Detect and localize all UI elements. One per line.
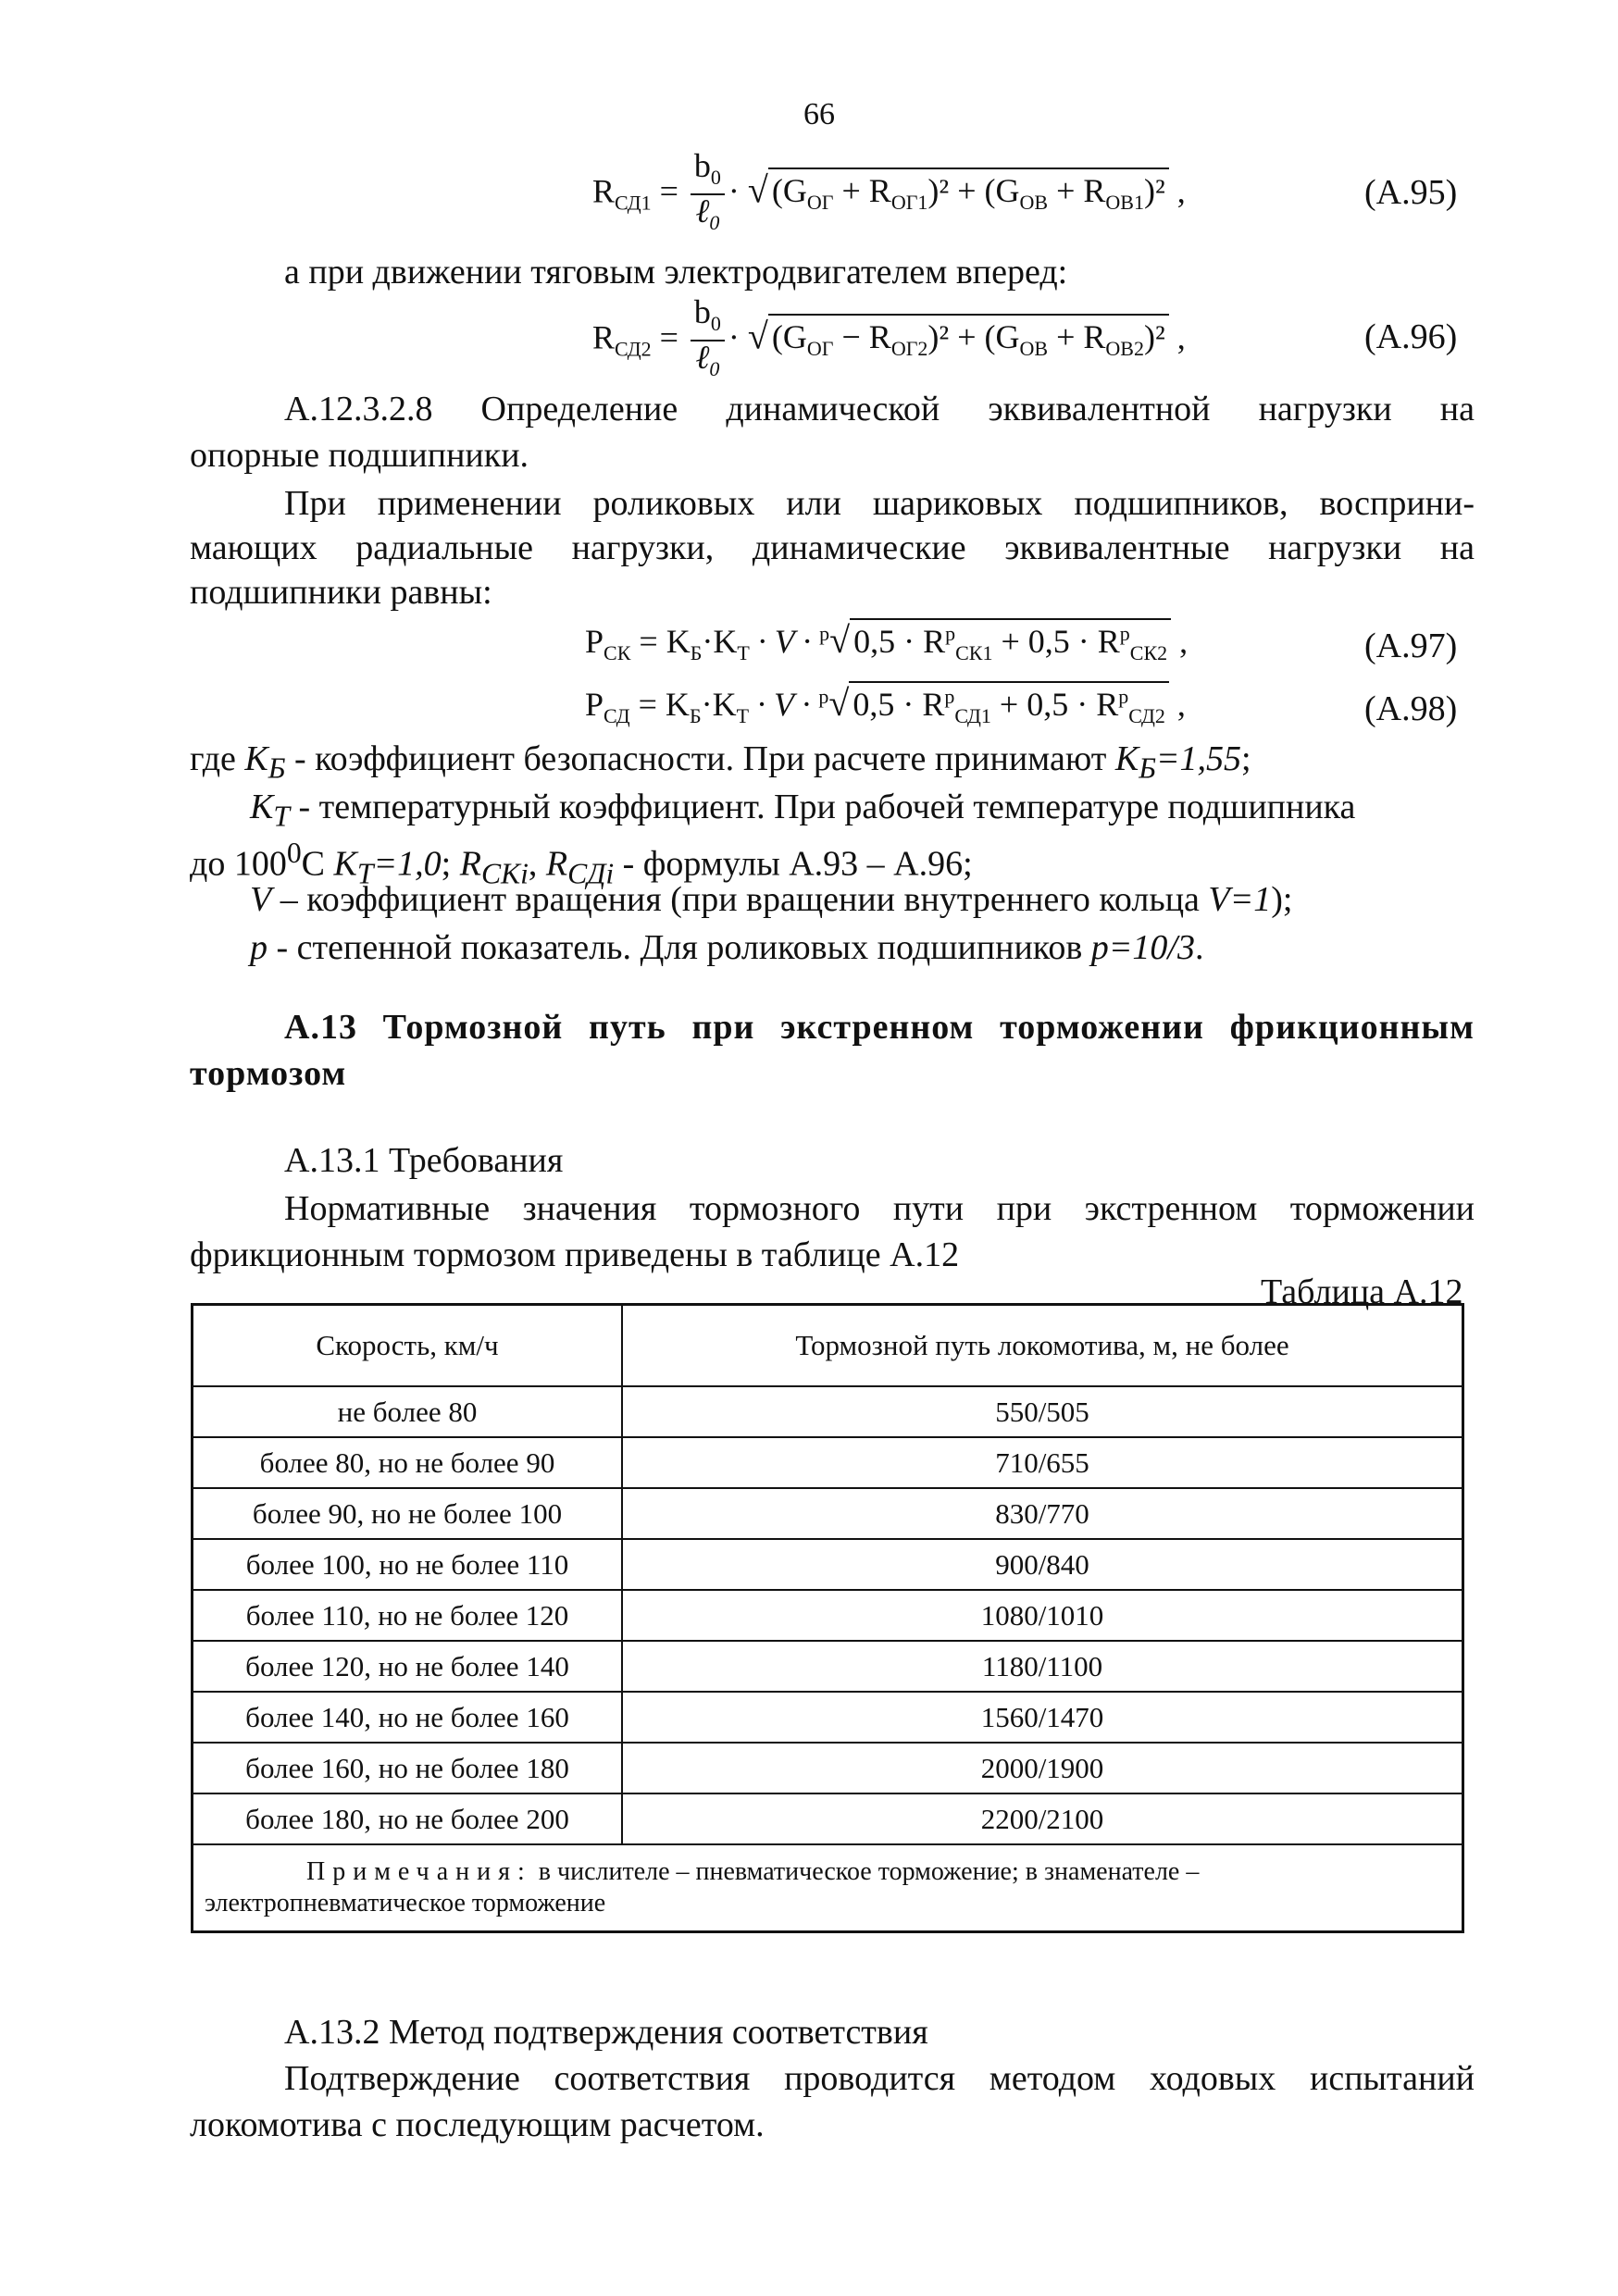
cell-speed: более 90, но не более 100 — [193, 1488, 623, 1539]
equation-number-a97: (А.97) — [1364, 627, 1458, 665]
table-row — [193, 1437, 1463, 1488]
equation-number-a95: (А.95) — [1364, 173, 1458, 212]
table-caption: Таблица А.12 — [1261, 1272, 1463, 1311]
equation-a95: $R_{СД1}$ = $\frac{b_0}{\ell_0}$ · √ $(G_{ОГ} + R_{ОГ1})^2 + (G_{ОВ} + R_{ОВ1})^2$ , — [592, 147, 1186, 235]
cell-distance: 1180/1100 — [622, 1641, 1463, 1692]
cell-distance: 1560/1470 — [622, 1692, 1463, 1743]
paragraph-bearings-line2: мающих радиальные нагрузки, динамические эквивалентные нагрузки на — [190, 528, 1475, 567]
braking-distance-table — [191, 1303, 1464, 1933]
where-line-kt: $K_Т$ - температурный коэффициент. При рабочей температуре подшипника — [250, 788, 1356, 833]
where-line-kb: где $K_Б$ - коэффициент безопасности. При расчете принимают $K_Б=1,55$; — [190, 739, 1251, 785]
equation-number-a96: (А.96) — [1364, 317, 1458, 356]
section-a12328-line1: А.12.3.2.8 Определение динамической эквивалентной нагрузки на — [284, 390, 1475, 428]
table-row — [193, 1793, 1463, 1844]
cell-speed: более 140, но не более 160 — [193, 1692, 623, 1743]
cell-speed: более 160, но не более 180 — [193, 1743, 623, 1793]
paragraph-bearings-line3: подшипники равны: — [190, 573, 492, 612]
cell-speed: более 80, но не более 90 — [193, 1437, 623, 1488]
sqrt-symbol: √ — [747, 315, 768, 357]
cell-distance: 710/655 — [622, 1437, 1463, 1488]
cell-distance: 2200/2100 — [622, 1793, 1463, 1844]
root-symbol: √ — [829, 619, 851, 661]
section-a132-title: А.13.2 Метод подтверждения соответствия — [284, 2013, 928, 2052]
paragraph-confirm-line2: локомотива с последующим расчетом. — [190, 2105, 765, 2144]
table-row — [193, 1539, 1463, 1590]
note-text: в числителе – пневматическое торможение; в знаменателе – — [531, 1857, 1200, 1886]
cell-distance: 1080/1010 — [622, 1590, 1463, 1641]
equation-number-a98: (А.98) — [1364, 689, 1458, 728]
page-number: 66 — [803, 97, 835, 131]
equation-a96: $R_{СД2}$ = $\frac{b_0}{\ell_0}$ · √ $(G_{ОГ} - R_{ОГ2})^2 + (G_{ОВ} + R_{ОВ2})^2$ , — [592, 293, 1186, 381]
cell-distance: 830/770 — [622, 1488, 1463, 1539]
cell-speed: не более 80 — [193, 1386, 623, 1437]
table-row — [193, 1590, 1463, 1641]
table-row — [193, 1692, 1463, 1743]
section-a12328-line2: опорные подшипники. — [190, 436, 529, 475]
cell-distance: 900/840 — [622, 1539, 1463, 1590]
root-symbol: √ — [828, 682, 850, 724]
table-note — [193, 1844, 1463, 1932]
column-header-speed: Скорость, км/ч — [193, 1305, 623, 1387]
cell-distance: 550/505 — [622, 1386, 1463, 1437]
cell-distance: 2000/1900 — [622, 1743, 1463, 1793]
where-line-v: V – коэффициент вращения (при вращении внутреннего кольца V=1); — [250, 880, 1293, 919]
paragraph-norm-line1: Нормативные значения тормозного пути при экстренном торможении — [284, 1189, 1475, 1228]
equation-a98: $P_{СД} = K_Б\cdot K_Т \cdot V \cdot ^p√$ $0,5 \cdot R^p_{СД1} + 0,5 \cdot R^p_{СД2}$ , — [585, 682, 1186, 728]
table-row — [193, 1488, 1463, 1539]
table-note-row — [193, 1844, 1463, 1932]
table-row — [193, 1641, 1463, 1692]
table-header-row — [193, 1305, 1463, 1387]
section-heading-a13-line1: А.13 Тормозной путь при экстренном торможении фрикционным — [284, 1008, 1475, 1047]
paragraph-norm-line2: фрикционным тормозом приведены в таблице А.12 — [190, 1235, 960, 1274]
where-line-p: p - степенной показатель. Для роликовых подшипников p=10/3. — [250, 928, 1204, 967]
paragraph-confirm-line1: Подтверждение соответствия проводится методом ходовых испытаний — [284, 2059, 1475, 2098]
cell-speed: более 110, но не более 120 — [193, 1590, 623, 1641]
table-row — [193, 1386, 1463, 1437]
note-text-continued: электропневматическое торможение — [205, 1889, 606, 1917]
section-heading-a13-line2: тормозом — [190, 1054, 347, 1093]
paragraph-bearings-line1: При применении роликовых или шариковых подшипников, восприни- — [284, 484, 1475, 523]
section-a131-title: А.13.1 Требования — [284, 1141, 564, 1180]
note-label: Примечания: — [306, 1857, 532, 1886]
sqrt-symbol: √ — [747, 168, 768, 211]
cell-speed: более 180, но не более 200 — [193, 1793, 623, 1844]
where-line-formulas: до $100^0С$ $K_Т=1,0$; $R_{СКi}$, $R_{СДi}$ - формулы А.93 – А.96; — [190, 837, 973, 890]
column-header-braking-distance: Тормозной путь локомотива, м, не более — [622, 1305, 1463, 1387]
cell-speed: более 100, но не более 110 — [193, 1539, 623, 1590]
text-forward-motion: а при движении тяговым электродвигателем вперед: — [284, 253, 1068, 292]
table-row — [193, 1743, 1463, 1793]
equation-a97: $P_{СК} = K_Б\cdot K_Т \cdot V \cdot ^p√$ $0,5 \cdot R^p_{СК1} + 0,5 \cdot R^p_{СК2}$ , — [585, 619, 1189, 665]
cell-speed: более 120, но не более 140 — [193, 1641, 623, 1692]
